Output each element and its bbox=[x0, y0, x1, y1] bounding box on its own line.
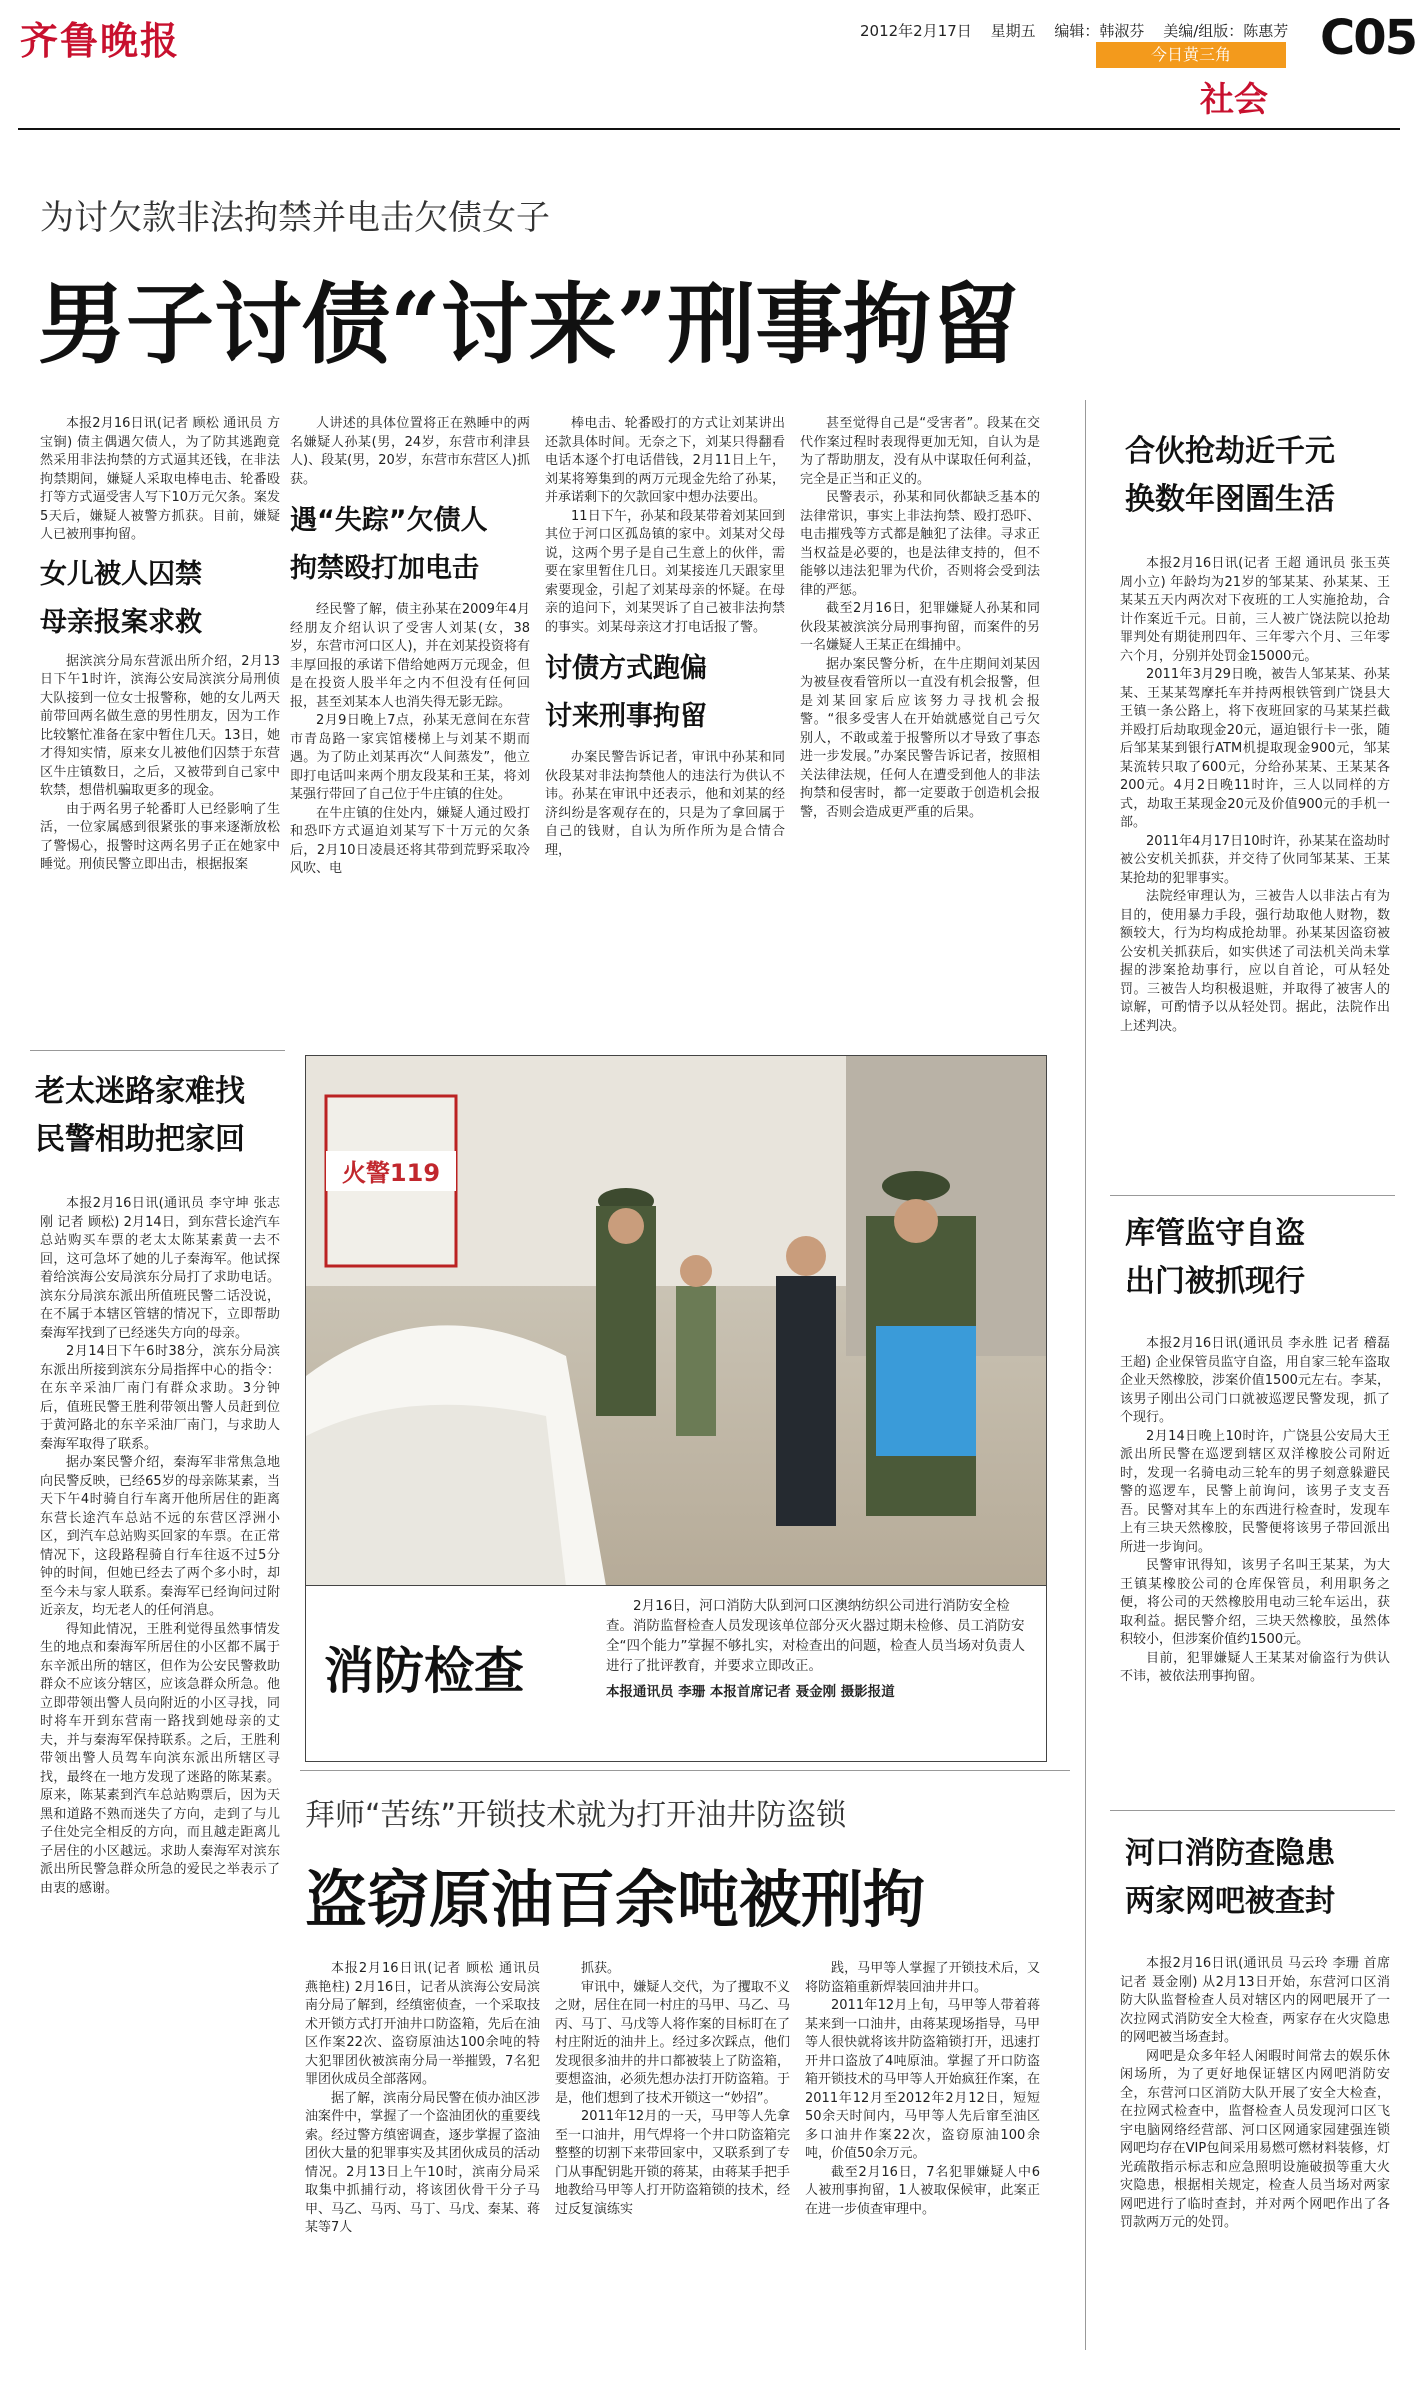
page-info bbox=[860, 20, 1302, 41]
issue-date: 2012年2月17日 bbox=[860, 22, 972, 40]
bottom-column-3: 践，马甲等人掌握了开锁技术后，又将防盗箱重新焊装回油井井口。 2011年12月上旬，马甲等人带着蒋某来到一口油井，由蒋某现场指导，马甲等人很快就将该井防盗箱锁打开，迅速打开井口盗放了4吨原油。掌握了开口防盗箱开锁技术的马甲等人开始疯狂作案，在2011年12月至2012年2月12日，短短50余天时间内，马甲等人先后窜至油区多口油井作案22次，盗窃原油100余吨，价值50余万元。 截至2月16日，7名犯罪嫌疑人中6人被刑事拘留，1人被取保候审，此案正在进一步侦查审理中。 bbox=[805, 1961, 1040, 2217]
designer-credit: 美编/组版：陈惠芳 bbox=[1163, 22, 1289, 40]
lead-col1-intro: 本报2月16日讯(记者 顾松 通讯员 方宝锏) 债主偶遇欠债人，为了防其逃跑竟然采用非法拘禁的方式逼其还钱，在非法拘禁期间，嫌疑人采取电棒电击、轮番殴打等方式逼受害人写下10万元欠条。案发5天后，嫌疑人被警方抓获。目前，嫌疑人已被刑事拘留。 bbox=[40, 416, 280, 542]
side2-body: 本报2月16日讯(通讯员 李守坤 张志刚 记者 顾松) 2月14日，到东营长途汽车总站购买车票的老太太陈某素黄一去不回，这可急坏了她的儿子秦海军。他试探着给滨海公安局滨东分局打了求助电话。滨东分局滨东派出所值班民警二话没说，在不属于本辖区管辖的情况下，立即帮助秦海军找到了已经迷失方向的母亲。 2月14日下午6时38分，滨东分局滨东派出所接到滨东分局指挥中心的指令：在东辛采油厂南门有群众求助。3分钟后，值班民警王胜利带领出警人员赶到位于黄河路北的东辛采油厂南门，与求助人秦海军取得了联系。 据办案民警介绍，秦海军非常焦急地向民警反映，已经65岁的母亲陈某素，当天下午4时骑自行车离开他所居住的距离东营长途汽车总站不远的东营区浮洲小区，到汽车总站购买回家的车票。在正常情况下，这段路程骑自行车往返不过5分钟的时间，但她已经去了两个多小时，却至今未与家人联系。秦海军已经询问过附近亲友，均无老人的任何消息。 得知此情况，王胜利觉得虽然事情发生的地点和秦海军所居住的小区都不属于东辛派出所的辖区，但作为公安民警救助群众不应该分辖区，应该急群众所急。他立即带领出警人员向附近的小区寻找，同时将车开到东营南一路找到她母亲的丈夫，并与秦海军保持联系。之后，王胜利带领出警人员驾车向滨东派出所辖区寻找，最终在一地方发现了迷路的陈某素。原来，陈某素到汽车总站购票后，因为天黑和道路不熟而迷失了方向，走到了与儿子住处完全相反的方向，而且越走距离儿子居住的小区越远。求助人秦海军对滨东派出所民警急群众所急的爱民之举表示了由衷的感谢。 bbox=[40, 1196, 280, 1896]
side4-body: 本报2月16日讯(通讯员 马云玲 李珊 首席记者 聂金刚) 从2月13日开始，东营河口区消防大队监督检查人员对辖区内的网吧展开了一次拉网式消防安全大检查，两家存在火灾隐患的网吧被当场查封。 网吧是众多年轻人闲暇时间常去的娱乐休闲场所，为了更好地保证辖区内网吧消防安全，东营河口区消防大队开展了安全大检查，在拉网式检查中，监督检查人员发现河口区飞宇电脑网络经营部、河口区网通家园建强连锁网吧均存在VIP包间采用易燃可燃材料装修，灯光疏散指示标志和应急照明设施破损等重大火灾隐患，根据相关规定，检查人员当场对两家网吧进行了临时查封，并对两个网吧作出了各罚款两万元的处罚。 bbox=[1120, 1956, 1390, 2230]
side3-title: 库管监守自盗 出门被抓现行 bbox=[1125, 1216, 1305, 1299]
side3-body: 本报2月16日讯(通讯员 李永胜 记者 稽磊 王超) 企业保管员监守自盗，用自家三轮车盗取企业天然橡胶，涉案价值1500元左右。李某，该男子刚出公司门口就被巡逻民警发现，抓了个现行。 2月14日晚上10时许，广饶县公安局大王派出所民警在巡逻到辖区双洋橡胶公司附近时，发现一名骑电动三轮车的男子刻意躲避民警的巡逻车，民警上前询问，该男子支支吾吾。民警对其车上的东西进行检查时，发现车上有三块天然橡胶，民警便将该男子带回派出所进一步询问。 民警审讯得知，该男子名叫王某某，为大王镇某橡胶公司的仓库保管员，利用职务之便，将公司的天然橡胶用电动三轮车运出，获取利益。据民警介绍，三块天然橡胶，虽然体积较小，但涉案价值约1500元。 目前，犯罪嫌疑人王某某对偷盗行为供认不讳，被依法刑事拘留。 bbox=[1120, 1336, 1390, 1684]
photo-illustration bbox=[306, 1056, 1046, 1586]
bottom-column-1: 本报2月16日讯(记者 顾松 通讯员 燕艳柱) 2月16日，记者从滨海公安局滨南分局了解到，经缜密侦查，一个采取技术开锁方式打开油井口防盗箱，先后在油区作案22次、盗窃原油达100余吨的特大犯罪团伙被滨南分局一举摧毁，7名犯罪团伙成员全部落网。 据了解，滨南分局民警在侦办油区涉油案件中，掌握了一个盗油团伙的重要线索。经过警方缜密调查，逐步掌握了盗油团伙大量的犯罪事实及其团伙成员的活动情况。2月13日上午10时，滨南分局采取集中抓捕行动，将该团伙骨干分子马甲、马乙、马丙、马丁、马戊、秦某、蒋某等7人 bbox=[305, 1961, 540, 2235]
photo-credit: 本报通讯员 李珊 本报首席记者 聂金刚 摄影报道 bbox=[606, 1684, 895, 1700]
issue-weekday: 星期五 bbox=[990, 22, 1036, 40]
photo-caption-text: 2月16日，河口消防大队到河口区澳纳纺织公司进行消防安全检查。消防监督检查人员发现该单位部分灭火器过期未检修、员工消防安全“四个能力”掌握不够扎实，对检查出的问题，检查人员当场对负责人进行了批评教育，并要求立即改正。 bbox=[606, 1598, 1025, 1674]
lead-column-2: 人讲述的具体位置将正在熟睡中的两名嫌疑人孙某(男，24岁，东营市利津县人)、段某(男，20岁，东营市东营区人)抓获。 遇“失踪”欠债人 拘禁殴打加电击 经民警了解，债主孙某在2009年4月经朋友介绍认识了受害人刘某(女，38岁，东营市河口区人)，并在刘某投资将有丰厚回报的承诺下借给她两万元现金，但是在投资人股半年之内不但没有任何回报，甚至刘某本人也消失得无影无踪。 2月9日晚上7点，孙某无意间在东营市青岛路一家宾馆楼梯上与刘某不期而遇。为了防止刘某再次“人间蒸发”，他立即打电话叫来两个朋友段某和王某，将刘某强行带回了自己位于牛庄镇的住处。 在牛庄镇的住处内，嫌疑人通过殴打和恐吓方式逼迫刘某写下十万元的欠条后，2月10日凌晨还将其带到荒野采取冷风吹、电 bbox=[290, 416, 530, 876]
lead-column-3: 棒电击、轮番殴打的方式让刘某讲出还款具体时间。无奈之下，刘某只得翻看电话本逐个打电话借钱，2月11日上午，刘某将筹集到的两万元现金先给了孙某，并承诺剩下的欠款回家中想办法要出。 11日下午，孙某和段某带着刘某回到其位于河口区孤岛镇的家中。刘某对父母说，这两个男子是自己生意上的伙伴，需要在家里暂住几日。刘某接连几天跟家里索要现金，引起了刘某母亲的怀疑。在母亲的追问下，刘某哭诉了自己被非法拘禁的事实。刘某母亲这才打电话报了警。 讨债方式跑偏 讨来刑事拘留 办案民警告诉记者，审讯中孙某和同伙段某对非法拘禁他人的违法行为供认不讳。孙某在审讯中还表示，他和刘某的经济纠纷是客观存在的，只是为了拿回属于自己的钱财，自认为所作所为是合情合理， bbox=[545, 416, 785, 858]
page-number: C05 bbox=[1320, 10, 1417, 66]
fire-inspection-photo bbox=[305, 1055, 1047, 1587]
photo-caption bbox=[606, 1596, 1026, 1702]
lead-col2-subhead: 遇“失踪”欠债人 拘禁殴打加电击 bbox=[290, 505, 488, 584]
bottom-headline: 盗窃原油百余吨被刑拘 bbox=[305, 1863, 926, 1936]
bottom-column-2: 抓获。 审讯中，嫌疑人交代，为了攫取不义之财，居住在同一村庄的马甲、马乙、马丙、马丁、马戊等人将作案的目标盯在了村庄附近的油井上。经过多次踩点，他们发现很多油井的井口都被装上了防盗箱，要想盗油，必须先想办法打开防盗箱。于是，他们想到了技术开锁这一“妙招”。 2011年12月的一天，马甲等人先拿至一口油井，用气焊将一个井口防盗箱完整整的切割下来带回家中，又联系到了专门从事配钥匙开锁的蒋某，由蒋某手把手地教给马甲等人打开防盗箱锁的技术，经过反复演练实 bbox=[555, 1961, 790, 2217]
fire-box-sign: 火警119 bbox=[341, 1159, 441, 1187]
lead-headline: 男子讨债“讨来”刑事拘留 bbox=[38, 272, 1020, 376]
photo-title: 消防检查 bbox=[324, 1641, 524, 1700]
lead-column-4: 甚至觉得自己是“受害者”。段某在交代作案过程时表现得更加无知，自认为是为了帮助朋友，没有从中谋取任何利益，完全是正当和正义的。 民警表示，孙某和同伙都缺乏基本的法律常识，事实上非法拘禁、殴打恐吓、电击摧残等方式都是触犯了法律。寻求正当权益是必要的，也是法律支持的，但不能够以违法犯罪为代价，否则将会受到法律的严惩。 截至2月16日，犯罪嫌疑人孙某和同伙段某被滨滨分局刑事拘留，而案件的另一名嫌疑人王某正在缉捕中。 据办案民警分析，在牛庄期间刘某因为被昼夜看管所以一直没有机会报警，但是刘某回家后应该努力寻找机会报警。“很多受害人在开始就感觉自己亏欠别人，不敢或羞于报警所以才导致了事态进一步发展。”办案民警告诉记者，按照相关法律法规，任何人在遭受到他人的非法拘禁和侵害时，都一定要敢于创造机会报警，否则会造成更严重的后果。 bbox=[800, 416, 1040, 820]
column-divider bbox=[1085, 400, 1086, 2350]
bottom-kicker: 拜师“苦练”开锁技术就为打开油井防盗锁 bbox=[305, 1798, 847, 1833]
lead-col1-subhead: 女儿被人囚禁 母亲报案求救 bbox=[40, 558, 202, 638]
side-rule-1 bbox=[1110, 1195, 1395, 1196]
side-rule-2 bbox=[1110, 1810, 1395, 1811]
section-tag: 今日黄三角 bbox=[1096, 42, 1286, 68]
side2-title: 老太迷路家难找 民警相助把家回 bbox=[35, 1074, 245, 1157]
editor-credit: 编辑：韩淑芬 bbox=[1054, 22, 1145, 40]
side1-title: 合伙抢劫近千元 换数年囹圄生活 bbox=[1125, 434, 1335, 517]
masthead-logo: 齐鲁晚报 bbox=[20, 18, 181, 63]
lead-col3-subhead: 讨债方式跑偏 讨来刑事拘留 bbox=[545, 653, 707, 732]
lead-column-1: 本报2月16日讯(记者 顾松 通讯员 方宝锏) 债主偶遇欠债人，为了防其逃跑竟然采用非法拘禁的方式逼其还钱，在非法拘禁期间，嫌疑人采取电棒电击、轮番殴打等方式逼受害人写下10万元欠条。案发5天后，嫌疑人被警方抓获。目前，嫌疑人已被刑事拘留。 女儿被人囚禁 母亲报案求救 据滨滨分局东营派出所介绍，2月13日下午1时许，滨海公安局滨滨分局刑侦大队接到一位女士报警称，她的女儿两天前带回两名做生意的男性朋友，因为工作比较繁忙准备在家中暂住几天。13日，她才得知实情，原来女儿被他们囚禁于东营区牛庄镇数日，之后，又被带到自己家中软禁，想借机骗取更多的现金。 由于两名男子轮番盯人已经影响了生活，一位家属感到很紧张的事来逐渐放松了警惕心，报警时这两名男子正在她家中睡觉。刑侦民警立即出击，根据报案 bbox=[40, 416, 280, 872]
side1-body: 本报2月16日讯(记者 王超 通讯员 张玉英 周小立) 年龄均为21岁的邹某某、孙某某、王某某五天内两次对下夜班的工人实施抢劫，合计作案近千元。日前，三人被广饶法院以抢劫罪判处有期徒刑四年、三年零六个月、三年零六个月，分别并处罚金15000元。 2011年3月29日晚，被告人邹某某、孙某某、王某某驾摩托车并持两根铁管到广饶县大王镇一条公路上，将下夜班回家的马某某拦截并殴打后劫取现金20元，逼迫银行卡一张，随后邹某某到银行ATM机提取现金900元，邹某某流转只取了600元，分给孙某某、王某某各200元。4月2日晚11时许，三人以同样的方式，劫取王某现金20元及价值900元的手机一部。 2011年4月17日10时许，孙某某在盗劫时被公安机关抓获，并交待了伙同邹某某、王某某抢劫的犯罪事实。 法院经审理认为，三被告人以非法占有为目的，使用暴力手段，强行劫取他人财物，数额较大，行为均构成抢劫罪。孙某某因盗窃被公安机关抓获后，如实供述了司法机关尚未掌握的涉案抢劫事行，应以自首论，可从轻处罚。三被告人均积极退赃，并取得了被害人的谅解，可酌情予以从轻处罚。据此，法院作出上述判决。 bbox=[1120, 556, 1390, 1034]
lead-kicker: 为讨欠款非法拘禁并电击欠债女子 bbox=[40, 198, 550, 238]
bottom-rule bbox=[300, 1770, 1070, 1771]
side4-title: 河口消防查隐患 两家网吧被查封 bbox=[1125, 1836, 1335, 1919]
section-name: 社会 bbox=[1200, 80, 1268, 120]
header-rule bbox=[18, 128, 1400, 130]
left-rule bbox=[30, 1050, 285, 1051]
photo-caption-box bbox=[305, 1585, 1047, 1762]
